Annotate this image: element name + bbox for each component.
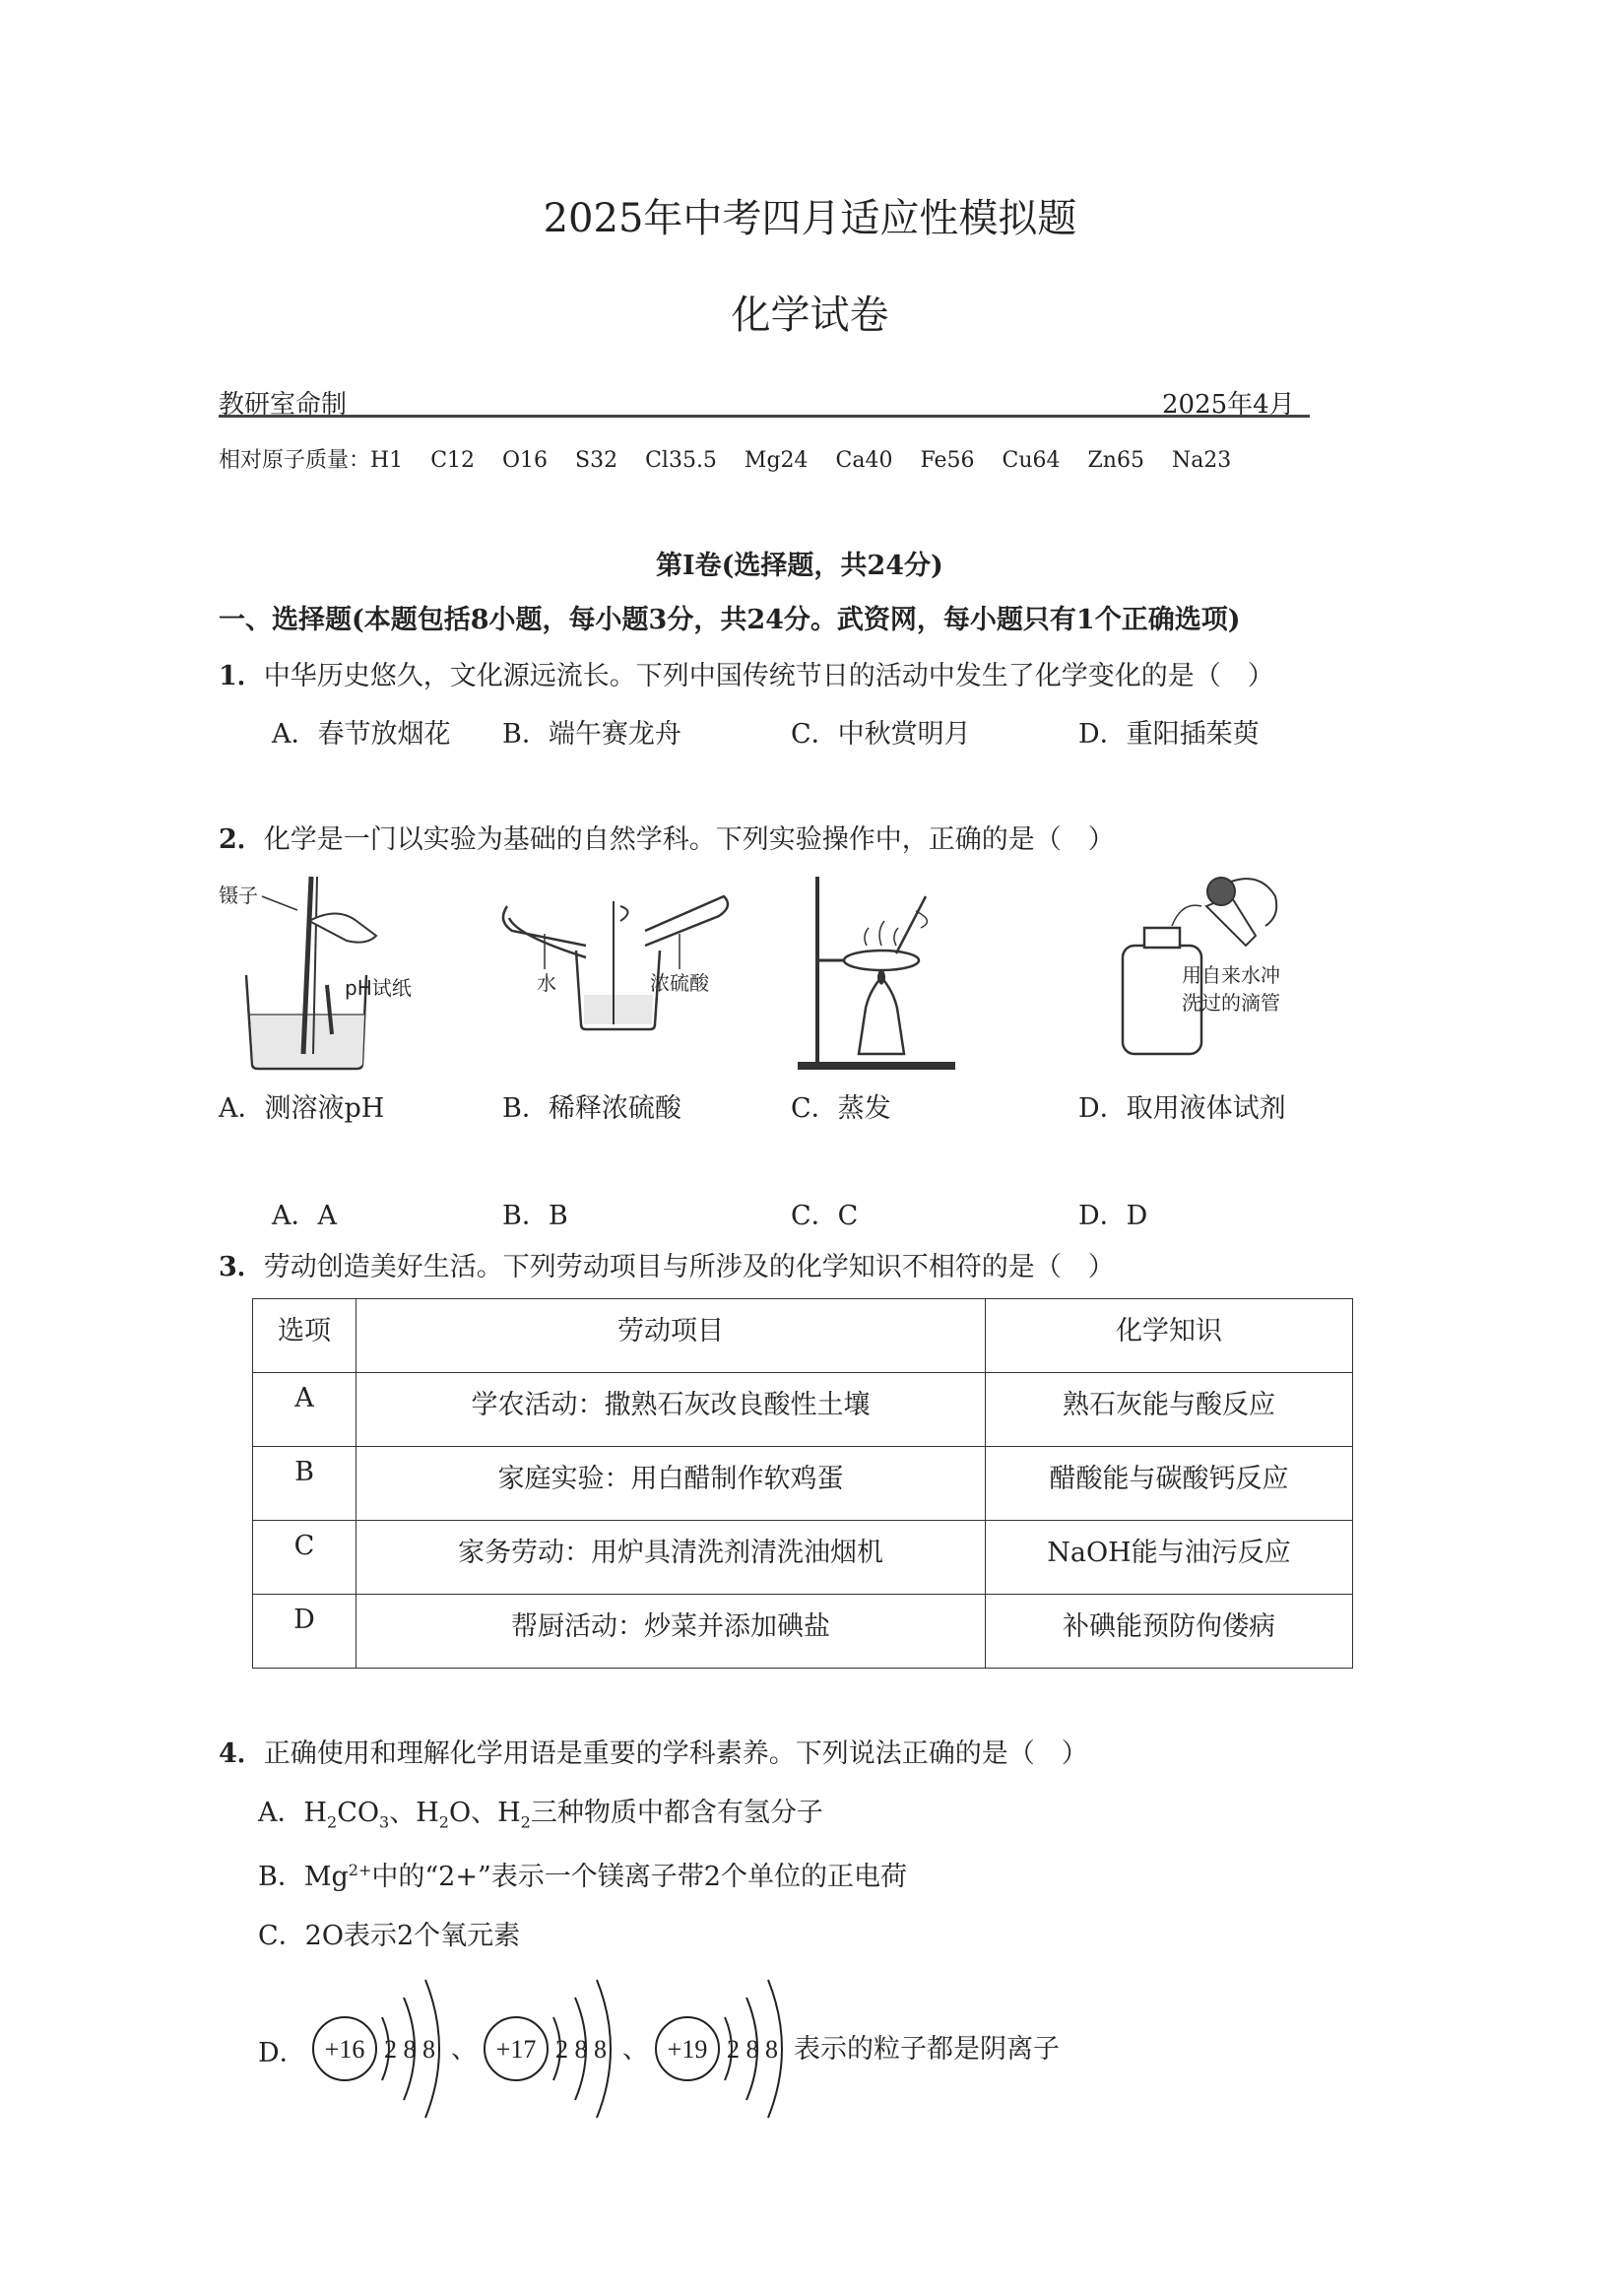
atomic-mass-mg: Mg24 bbox=[744, 448, 809, 473]
table-row bbox=[253, 1521, 1353, 1595]
dropper-label-line1: 用自来水冲 bbox=[1182, 963, 1280, 987]
figure-c-caption: C．蒸发 bbox=[791, 1093, 891, 1124]
question-1-number: 1． bbox=[219, 661, 264, 691]
question-2-number: 2． bbox=[219, 824, 264, 855]
table-cell-option: C bbox=[253, 1521, 356, 1595]
question-2-option-d[interactable]: D．D bbox=[1078, 1201, 1148, 1231]
table-header-knowledge: 化学知识 bbox=[986, 1299, 1353, 1373]
ph-paper-label: pH试纸 bbox=[345, 976, 412, 1000]
header-rule bbox=[219, 415, 1310, 418]
question-4-option-b[interactable] bbox=[258, 1855, 907, 1893]
question-4-option-c[interactable]: C．2O表示2个氧元素 bbox=[258, 1921, 521, 1951]
table-cell-labor: 家庭实验：用白醋制作软鸡蛋 bbox=[356, 1447, 986, 1521]
question-1-text: 中华历史悠久，文化源远流长。下列中国传统节日的活动中发生了化学变化的是（ ） bbox=[263, 661, 1274, 691]
question-4-stem bbox=[219, 1732, 1088, 1770]
table-cell-option: A bbox=[253, 1373, 356, 1447]
question-3-text: 劳动创造美好生活。下列劳动项目与所涉及的化学知识不相符的是（ ） bbox=[263, 1252, 1115, 1282]
table-cell-labor: 学农活动：撒熟石灰改良酸性土壤 bbox=[356, 1373, 986, 1447]
author-label: 教研室命制 bbox=[219, 390, 348, 420]
question-1-option-b[interactable]: B．端午赛龙舟 bbox=[502, 719, 681, 750]
ion-sep-2: 、 bbox=[622, 2035, 649, 2064]
atomic-mass-cl: Cl35.5 bbox=[645, 448, 717, 473]
table-cell-knowledge: 补碘能预防佝偻病 bbox=[986, 1595, 1353, 1669]
option-d-suffix: 表示的粒子都是阴离子 bbox=[794, 2034, 1060, 2065]
figure-dropper bbox=[1083, 867, 1320, 1064]
figure-ph-measurement bbox=[219, 867, 445, 1074]
date-label: 2025年4月 bbox=[1162, 390, 1295, 420]
question-2-stem bbox=[219, 818, 1115, 856]
question-4-text: 正确使用和理解化学用语是重要的学科素养。下列说法正确的是（ ） bbox=[263, 1738, 1088, 1769]
ion-3-nucleus: +19 bbox=[667, 2035, 708, 2064]
question-1-option-a[interactable]: A．春节放烟花 bbox=[272, 719, 451, 750]
question-1-option-d[interactable]: D．重阳插茱萸 bbox=[1078, 719, 1260, 750]
figure-b-caption: B．稀释浓硫酸 bbox=[502, 1093, 681, 1124]
ion-sep-1: 、 bbox=[451, 2035, 478, 2064]
table-cell-option: B bbox=[253, 1447, 356, 1521]
atomic-mass-na: Na23 bbox=[1171, 448, 1232, 473]
atomic-mass-s: S32 bbox=[575, 448, 618, 473]
question-3-stem bbox=[219, 1245, 1115, 1283]
question-2-option-c[interactable]: C．C bbox=[791, 1201, 859, 1231]
table-header-labor: 劳动项目 bbox=[356, 1299, 986, 1373]
ion-2-shells: 2 8 8 bbox=[555, 2035, 607, 2064]
ion-diagram-3 bbox=[656, 1980, 782, 2118]
exam-subtitle: 化学试卷 bbox=[731, 293, 889, 338]
figure-evaporation bbox=[788, 867, 965, 1074]
option-d-prefix[interactable]: D． bbox=[258, 2038, 306, 2068]
question-4-option-a[interactable]: A．$H_2CO_3$、$H_2O$、$H_2$三种物质中都含有氢分子 bbox=[258, 1798, 823, 1832]
ion-structure-diagrams bbox=[305, 1970, 1093, 2128]
ion-diagram-1 bbox=[313, 1980, 477, 2118]
atomic-mass-o: O16 bbox=[502, 448, 549, 473]
table-cell-labor: 家务劳动：用炉具清洗剂清洗油烟机 bbox=[356, 1521, 986, 1595]
option-a-prefix: A． bbox=[258, 1798, 304, 1828]
ion-2-nucleus: +17 bbox=[495, 2035, 537, 2064]
question-4-number: 4． bbox=[219, 1738, 264, 1769]
atomic-mass-cu: Cu64 bbox=[1002, 448, 1061, 473]
atomic-mass-label: 相对原子质量： bbox=[219, 448, 371, 473]
table-row bbox=[253, 1447, 1353, 1521]
atomic-mass-h: H1 bbox=[370, 448, 404, 473]
table-cell-knowledge: NaOH能与油污反应 bbox=[986, 1521, 1353, 1595]
section-instruction: 一、选择题(本题包括8小题，每小题3分，共24分。武资网，每小题只有1个正确选项) bbox=[219, 605, 1241, 635]
question-2-text: 化学是一门以实验为基础的自然学科。下列实验操作中，正确的是（ ） bbox=[263, 824, 1115, 855]
ion-3-shells: 2 8 8 bbox=[727, 2035, 778, 2064]
section-title: 第Ⅰ卷(选择题，共24分) bbox=[656, 551, 943, 581]
option-a-suffix: 三种物质中都含有氢分子 bbox=[530, 1798, 823, 1828]
table-cell-knowledge: 熟石灰能与酸反应 bbox=[986, 1373, 1353, 1447]
question-1-stem bbox=[219, 654, 1274, 692]
figure-a-caption: A．测溶液pH bbox=[219, 1093, 385, 1124]
table-row bbox=[253, 1595, 1353, 1669]
table-header-row bbox=[253, 1299, 1353, 1373]
atomic-mass-fe: Fe56 bbox=[920, 448, 975, 473]
option-b-prefix: B．Mg bbox=[258, 1862, 349, 1892]
atomic-mass-line bbox=[219, 443, 1231, 474]
table-cell-labor: 帮厨活动：炒菜并添加碘盐 bbox=[356, 1595, 986, 1669]
option-b-suffix: 中的“2+”表示一个镁离子带2个单位的正电荷 bbox=[371, 1862, 907, 1892]
atomic-mass-zn: Zn65 bbox=[1087, 448, 1144, 473]
atomic-mass-ca: Ca40 bbox=[835, 448, 893, 473]
table-row bbox=[253, 1373, 1353, 1447]
question-3-table bbox=[252, 1298, 1353, 1669]
figure-d-caption: D．取用液体试剂 bbox=[1078, 1093, 1286, 1124]
atomic-mass-c: C12 bbox=[430, 448, 476, 473]
ion-1-shells: 2 8 8 bbox=[384, 2035, 435, 2064]
table-header-option: 选项 bbox=[253, 1299, 356, 1373]
table-cell-option: D bbox=[253, 1595, 356, 1669]
question-2-option-b[interactable]: B．B bbox=[502, 1201, 568, 1231]
acid-label: 浓硫酸 bbox=[650, 971, 709, 995]
table-cell-knowledge: 醋酸能与碳酸钙反应 bbox=[986, 1447, 1353, 1521]
question-3-number: 3． bbox=[219, 1252, 264, 1282]
option-b-charge: 2+ bbox=[348, 1861, 372, 1879]
ion-1-nucleus: +16 bbox=[324, 2035, 365, 2064]
tweezers-label: 镊子 bbox=[219, 884, 258, 907]
dropper-label-line2: 洗过的滴管 bbox=[1182, 991, 1280, 1015]
question-2-option-a[interactable]: A．A bbox=[272, 1201, 337, 1231]
figure-dilute-acid bbox=[497, 886, 734, 1034]
question-1-option-c[interactable]: C．中秋赏明月 bbox=[791, 719, 971, 750]
exam-title: 2025年中考四月适应性模拟题 bbox=[543, 196, 1077, 241]
ion-diagram-2 bbox=[485, 1980, 648, 2118]
water-label: 水 bbox=[537, 971, 556, 995]
